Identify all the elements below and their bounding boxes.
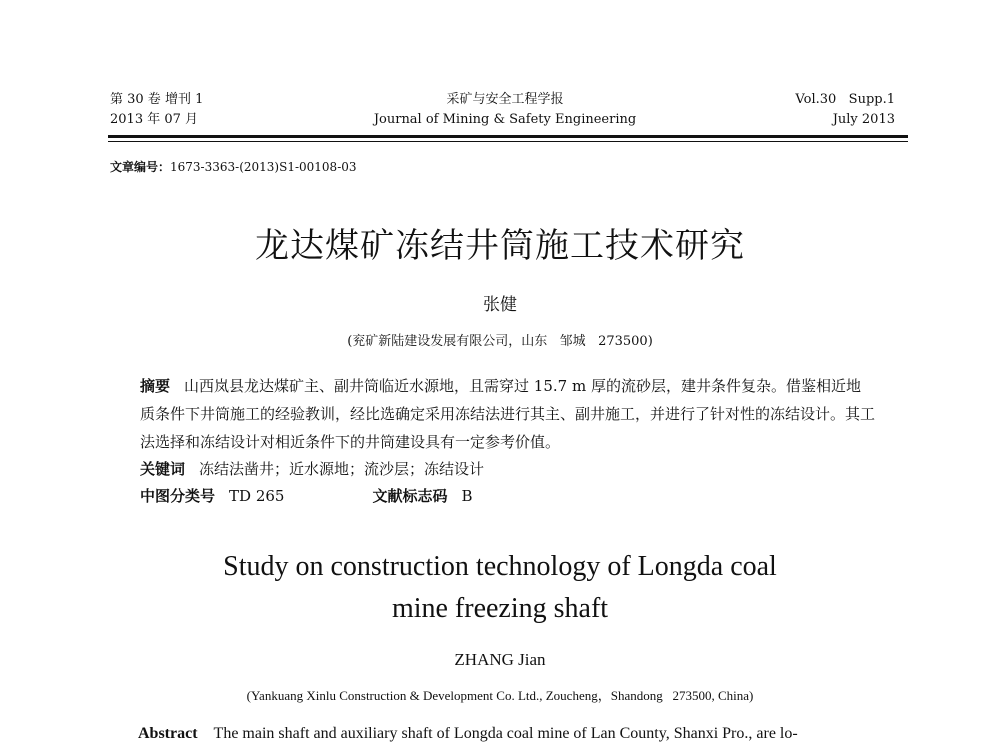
article-number-label: 文章编号： [110,160,171,174]
keywords-cn-text: 冻结法凿井；近水源地；流沙层；冻结设计 [199,460,485,478]
doc-code-value: B [461,487,473,505]
header-rule-thin [108,141,908,142]
classification-line [140,485,875,506]
date-en: July 2013 [832,112,895,127]
header-rule-thick [108,135,908,138]
volume-en: Vol.30 Supp.1 [795,92,895,107]
keywords-cn [140,458,484,479]
header-right [770,90,895,130]
title-en-line-2: mine freezing shaft [391,593,609,624]
abstract-en [138,725,898,743]
doc-code-label: 文献标志码 [372,487,448,505]
author-cn: 张健 [483,295,517,315]
header-center [360,90,650,130]
paper-title-cn: 龙达煤矿冻结井筒施工技术研究 [255,226,745,266]
abstract-en-text: The main shaft and auxiliary shaft of Longda coal mine of Lan County, Shanxi Pro., are lo- [213,725,798,742]
article-number [110,158,357,175]
header-left [110,90,203,130]
abstract-cn-label: 摘要 [140,377,171,395]
affiliation-cn: (兖矿新陆建设发展有限公司，山东 邹城 273500) [347,334,653,349]
keywords-cn-label: 关键词 [140,460,186,478]
affiliation-en: (Yankuang Xinlu Construction & Development Co. Ltd., Zoucheng，Shandong 273500, China) [246,688,754,703]
abstract-cn-text: 山西岚县龙达煤矿主、副井筒临近水源地，且需穿过 15.7 m 厚的流砂层，建井条件复杂。借鉴相近地质条件下井筒施工的经验教训，经比选确定采用冻结法进行其主、副井施工，并进行了针对性的冻结设计。其工法选择和冻结设计对相近条件下的井筒建设具有一定参考价值。 [140,377,876,451]
journal-name-cn: 采矿与安全工程学报 [446,92,564,107]
journal-name-en: Journal of Mining & Safety Engineering [373,112,637,127]
clc-label: 中图分类号 [140,487,216,505]
paper-title-en [0,546,1000,630]
clc-value: TD 265 [229,487,285,505]
article-number-value: 1673-3363-(2013)S1-00108-03 [170,160,357,174]
abstract-cn [140,372,875,456]
author-en: ZHANG Jian [454,650,546,669]
title-en-line-1: Study on construction technology of Longda coal [223,551,777,582]
volume-cn: 第 30 卷 增刊 1 [110,92,204,107]
date-cn: 2013 年 07 月 [110,112,199,127]
abstract-en-label: Abstract [138,725,198,742]
